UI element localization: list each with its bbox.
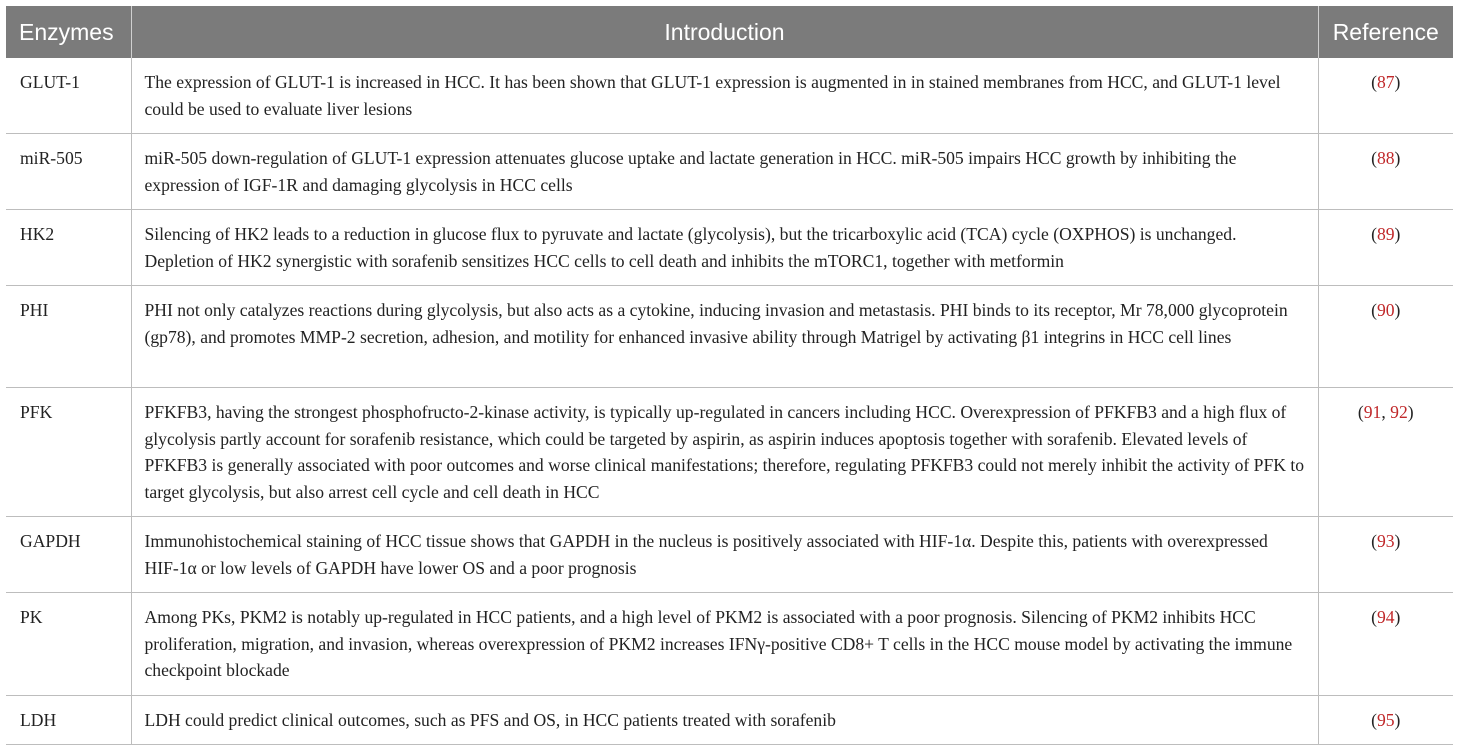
enzyme-cell: PK (6, 593, 131, 696)
table-row (6, 134, 1453, 210)
reference-cell: (87) (1318, 58, 1453, 134)
reference-link[interactable]: 88 (1376, 148, 1395, 168)
header-row (6, 6, 1453, 58)
introduction-cell: Among PKs, PKM2 is notably up-regulated in HCC patients, and a high level of PKM2 is associated with a poor prognosis. Silencing of PKM2 inhibits HCC proliferation, migration, and invasion, whereas overexpression of PKM2 increases IFNγ-positive CD8+ T cells in the HCC mouse model by activating the immune checkpoint blockade (131, 593, 1318, 696)
enzyme-cell: GAPDH (6, 517, 131, 593)
reference-link[interactable]: 89 (1376, 224, 1395, 244)
table-body (6, 58, 1453, 745)
table-row (6, 210, 1453, 286)
reference-link[interactable]: 91 (1363, 402, 1382, 422)
enzyme-cell: GLUT-1 (6, 58, 131, 134)
reference-link[interactable]: 94 (1376, 607, 1395, 627)
table-row (6, 593, 1453, 696)
reference-cell: (90) (1318, 286, 1453, 388)
table-row (6, 695, 1453, 745)
reference-cell: (95) (1318, 695, 1453, 745)
header-enzymes: Enzymes (6, 6, 131, 58)
reference-link[interactable]: 90 (1376, 300, 1395, 320)
reference-cell: (94) (1318, 593, 1453, 696)
enzyme-cell: HK2 (6, 210, 131, 286)
reference-link[interactable]: 87 (1376, 72, 1395, 92)
introduction-cell: Silencing of HK2 leads to a reduction in glucose flux to pyruvate and lactate (glycolysis), but the tricarboxylic acid (TCA) cycle (OXPHOS) is unchanged. Depletion of HK2 synergistic with sorafenib sensitizes HCC cells to cell death and inhibits the mTORC1, together with metformin (131, 210, 1318, 286)
enzyme-cell: PFK (6, 388, 131, 517)
enzyme-cell: miR-505 (6, 134, 131, 210)
introduction-cell: PFKFB3, having the strongest phosphofructo-2-kinase activity, is typically up-regulated in cancers including HCC. Overexpression of PFKFB3 and a high flux of glycolysis partly account for sorafenib resistance, which could be targeted by aspirin, as aspirin induces apoptosis together with sorafenib. Elevated levels of PFKFB3 is generally associated with poor outcomes and worse clinical manifestations; therefore, regulating PFKFB3 could not merely inhibit the activity of PFK to target glycolysis, but also arrest cell cycle and cell death in HCC (131, 388, 1318, 517)
header-reference: Reference (1318, 6, 1453, 58)
table-row (6, 517, 1453, 593)
table-row (6, 388, 1453, 517)
introduction-cell: PHI not only catalyzes reactions during glycolysis, but also acts as a cytokine, inducing invasion and metastasis. PHI binds to its receptor, Mr 78,000 glycoprotein (gp78), and promotes MMP-2 secretion, adhesion, and motility for enhanced invasive ability through Matrigel by activating β1 integrins in HCC cell lines (131, 286, 1318, 388)
introduction-cell: LDH could predict clinical outcomes, such as PFS and OS, in HCC patients treated with sorafenib (131, 695, 1318, 745)
reference-cell: (89) (1318, 210, 1453, 286)
table-row (6, 286, 1453, 388)
reference-link[interactable]: 92 (1390, 402, 1408, 422)
reference-cell: (93) (1318, 517, 1453, 593)
table-row (6, 58, 1453, 134)
reference-cell: (91, 92) (1318, 388, 1453, 517)
enzymes-table (6, 6, 1453, 745)
header-introduction: Introduction (131, 6, 1318, 58)
reference-link[interactable]: 95 (1376, 709, 1395, 730)
table-header (6, 6, 1453, 58)
introduction-cell: miR-505 down-regulation of GLUT-1 expression attenuates glucose uptake and lactate generation in HCC. miR-505 impairs HCC growth by inhibiting the expression of IGF-1R and damaging glycolysis in HCC cells (131, 134, 1318, 210)
reference-link[interactable]: 93 (1376, 531, 1395, 551)
introduction-cell: Immunohistochemical staining of HCC tissue shows that GAPDH in the nucleus is positively associated with HIF-1α. Despite this, patients with overexpressed HIF-1α or low levels of GAPDH have lower OS and a poor prognosis (131, 517, 1318, 593)
enzyme-cell: LDH (6, 695, 131, 745)
enzyme-cell: PHI (6, 286, 131, 388)
introduction-cell: The expression of GLUT-1 is increased in HCC. It has been shown that GLUT-1 expression is augmented in in stained membranes from HCC, and GLUT-1 level could be used to evaluate liver lesions (131, 58, 1318, 134)
reference-cell: (88) (1318, 134, 1453, 210)
